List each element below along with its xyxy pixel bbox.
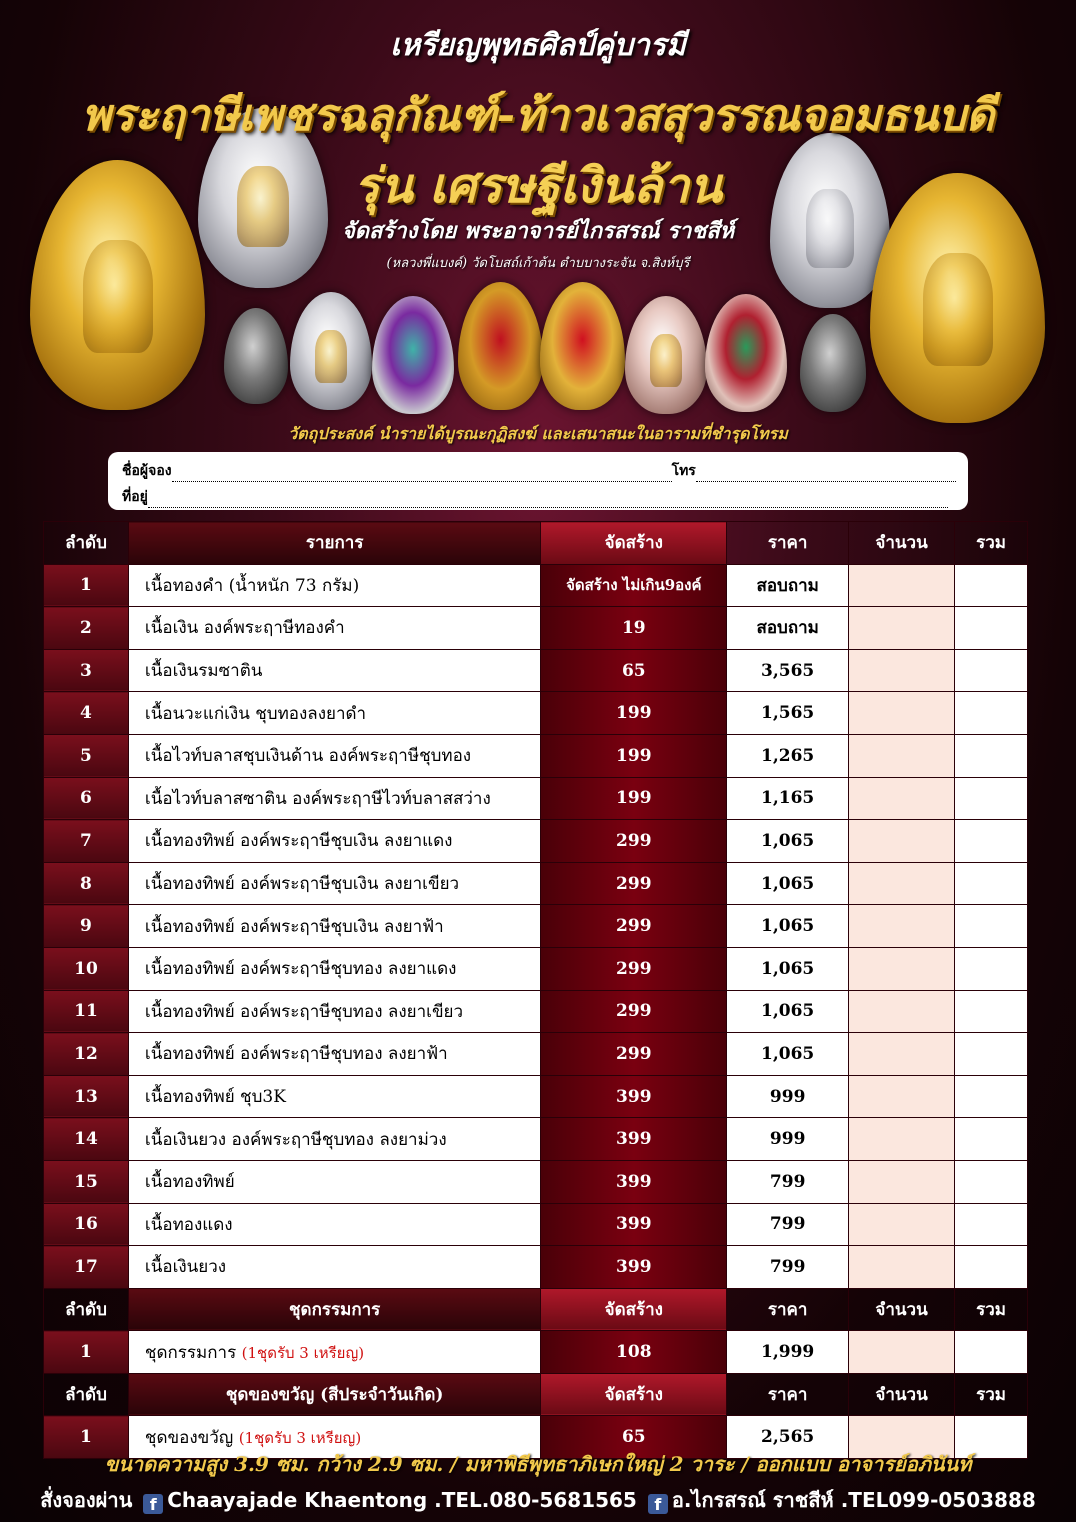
row-number: 13 [44, 1075, 129, 1118]
row-total-input[interactable] [955, 1331, 1028, 1374]
row-price: 1,065 [727, 990, 849, 1033]
price-table [43, 521, 1028, 1459]
row-price: 799 [727, 1246, 849, 1289]
order-prefix: สั่งจองผ่าน [40, 1488, 133, 1512]
header-made: จัดสร้าง [541, 1373, 727, 1416]
row-made: 19 [541, 607, 727, 650]
header-no: ลำดับ [44, 1288, 129, 1331]
row-made: 65 [541, 1416, 727, 1459]
row-total-input[interactable] [955, 777, 1028, 820]
row-made: 199 [541, 734, 727, 777]
table-subheader-row [44, 1373, 1028, 1416]
row-item: เนื้อไวท์บลาสซาติน องค์พระฤาษีไวท์บลาสสว่าง [128, 777, 540, 820]
contact-1[interactable]: Chaayajade Khaentong .TEL.080-5681565 [167, 1488, 637, 1512]
header-total: รวม [955, 522, 1028, 565]
header-qty: จำนวน [849, 1288, 955, 1331]
table-row [44, 777, 1028, 820]
row-price: 2,565 [727, 1416, 849, 1459]
row-total-input[interactable] [955, 1246, 1028, 1289]
row-price: 1,065 [727, 862, 849, 905]
row-price: สอบถาม [727, 564, 849, 607]
row-price: 1,265 [727, 734, 849, 777]
row-qty-input[interactable] [849, 1075, 955, 1118]
row-number: 2 [44, 607, 129, 650]
table-row [44, 1203, 1028, 1246]
row-number: 10 [44, 947, 129, 990]
row-number: 3 [44, 649, 129, 692]
amulet-small-4 [540, 282, 625, 410]
row-made: 65 [541, 649, 727, 692]
row-total-input[interactable] [955, 947, 1028, 990]
row-qty-input[interactable] [849, 820, 955, 863]
table-row [44, 607, 1028, 650]
subtitle-top: เหรียญพุทธศิลป์คู่บารมี [390, 28, 686, 63]
row-total-input[interactable] [955, 649, 1028, 692]
facebook-icon[interactable]: f [648, 1494, 668, 1514]
row-price: 1,065 [727, 947, 849, 990]
row-made: 399 [541, 1203, 727, 1246]
creator-line: จัดสร้างโดย พระอาจารย์ไกรสรณ์ ราชสีห์ [341, 218, 735, 244]
row-item: เนื้อทองทิพย์ องค์พระฤาษีชุบเงิน ลงยาแดง [128, 820, 540, 863]
header-total: รวม [955, 1288, 1028, 1331]
row-price: 1,065 [727, 1033, 849, 1076]
name-label: ชื่อผู้จอง [122, 463, 172, 479]
row-price: 1,999 [727, 1331, 849, 1374]
poster-header [0, 0, 1076, 520]
row-item: เนื้อทองทิพย์ องค์พระฤาษีชุบทอง ลงยาฟ้า [128, 1033, 540, 1076]
row-item: เนื้อทองแดง [128, 1203, 540, 1246]
row-made: 299 [541, 990, 727, 1033]
table-row [44, 1246, 1028, 1289]
table-row [44, 564, 1028, 607]
row-item: เนื้อทองคำ (น้ำหนัก 73 กรัม) [128, 564, 540, 607]
table-subheader-row [44, 1288, 1028, 1331]
header-price: ราคา [727, 1373, 849, 1416]
row-item: เนื้อทองทิพย์ ชุบ3K [128, 1075, 540, 1118]
row-made: 399 [541, 1246, 727, 1289]
row-total-input[interactable] [955, 862, 1028, 905]
row-item: เนื้อไวท์บลาสชุบเงินด้าน องค์พระฤาษีชุบทอง [128, 734, 540, 777]
row-qty-input[interactable] [849, 777, 955, 820]
row-made: 399 [541, 1160, 727, 1203]
row-item: เนื้อทองทิพย์ องค์พระฤาษีชุบเงิน ลงยาเขียว [128, 862, 540, 905]
amulet-small-5 [625, 296, 707, 414]
row-price: สอบถาม [727, 607, 849, 650]
table-row [44, 862, 1028, 905]
row-made: 299 [541, 820, 727, 863]
row-number: 4 [44, 692, 129, 735]
row-made: 399 [541, 1075, 727, 1118]
row-number: 1 [44, 1331, 129, 1374]
row-number: 1 [44, 564, 129, 607]
row-total-input[interactable] [955, 905, 1028, 948]
contact-2[interactable]: อ.ไกรสรณ์ ราชสีห์ .TEL099-0503888 [671, 1488, 1036, 1512]
row-item: เนื้อทองทิพย์ องค์พระฤาษีชุบทอง ลงยาเขียว [128, 990, 540, 1033]
table-row [44, 1160, 1028, 1203]
row-qty-input[interactable] [849, 990, 955, 1033]
row-made: 199 [541, 692, 727, 735]
row-made: 299 [541, 905, 727, 948]
header-total: รวม [955, 1373, 1028, 1416]
row-number: 11 [44, 990, 129, 1033]
amulet-small-dark-left [224, 308, 288, 404]
row-number: 5 [44, 734, 129, 777]
row-total-input[interactable] [955, 1033, 1028, 1076]
row-number: 9 [44, 905, 129, 948]
row-total-input[interactable] [955, 1160, 1028, 1203]
row-made: 299 [541, 862, 727, 905]
row-item [128, 1331, 540, 1374]
header-item: ชุดของขวัญ (สีประจำวันเกิด) [128, 1373, 540, 1416]
row-qty-input[interactable] [849, 1033, 955, 1076]
table-row [44, 692, 1028, 735]
row-total-input[interactable] [955, 1075, 1028, 1118]
row-price: 1,165 [727, 777, 849, 820]
row-item-label: ชุดกรรมการ [144, 1342, 237, 1363]
phone-label: โทร [671, 463, 696, 479]
row-price: 1,065 [727, 905, 849, 948]
row-item: เนื้อเงิน องค์พระฤาษีทองคำ [128, 607, 540, 650]
row-number: 16 [44, 1203, 129, 1246]
table-row [44, 990, 1028, 1033]
table-row [44, 1118, 1028, 1161]
row-price: 999 [727, 1118, 849, 1161]
row-qty-input[interactable] [849, 607, 955, 650]
row-total-input[interactable] [955, 692, 1028, 735]
row-price: 799 [727, 1203, 849, 1246]
row-number: 14 [44, 1118, 129, 1161]
row-qty-input[interactable] [849, 692, 955, 735]
row-total-input[interactable] [955, 1118, 1028, 1161]
order-form [108, 452, 968, 510]
row-price: 999 [727, 1075, 849, 1118]
row-made: จัดสร้าง ไม่เกิน9องค์ [541, 564, 727, 607]
row-number: 17 [44, 1246, 129, 1289]
row-made: 199 [541, 777, 727, 820]
row-item-note: (1ชุดรับ 3 เหรียญ) [238, 1428, 362, 1447]
row-price: 799 [727, 1160, 849, 1203]
row-item: เนื้อเงินยวง [128, 1246, 540, 1289]
row-qty-input[interactable] [849, 1331, 955, 1374]
row-item: เนื้อนวะแก่เงิน ชุบทองลงยาดำ [128, 692, 540, 735]
header-item: ชุดกรรมการ [128, 1288, 540, 1331]
row-item: เนื้อทองทิพย์ องค์พระฤาษีชุบทอง ลงยาแดง [128, 947, 540, 990]
table-row [44, 1075, 1028, 1118]
row-price: 1,565 [727, 692, 849, 735]
row-qty-input[interactable] [849, 862, 955, 905]
specs-line: ขนาดความสูง 3.9 ซม. กว้าง 2.9 ซม. / มหาพิธีพุทธาภิเษกใหญ่ 2 วาระ / ออกแบบ อาจารย์อภินันท์ [104, 1452, 972, 1476]
row-total-input[interactable] [955, 734, 1028, 777]
row-qty-input[interactable] [849, 1246, 955, 1289]
row-number: 7 [44, 820, 129, 863]
header-made: จัดสร้าง [541, 522, 727, 565]
main-title: พระฤาษีเพชรฉลุกัณฑ์-ท้าวเวสสุวรรณจอมธนบดี [81, 90, 995, 141]
header-price: ราคา [727, 1288, 849, 1331]
address-label: ที่อยู่ [122, 489, 148, 505]
row-item: เนื้อทองทิพย์ องค์พระฤาษีชุบเงิน ลงยาฟ้า [128, 905, 540, 948]
row-item: เนื้อทองทิพย์ [128, 1160, 540, 1203]
row-item: เนื้อเงินยวง องค์พระฤาษีชุบทอง ลงยาม่วง [128, 1118, 540, 1161]
table-header-row [44, 522, 1028, 565]
address-field[interactable] [148, 495, 948, 508]
row-qty-input[interactable] [849, 649, 955, 692]
row-number: 6 [44, 777, 129, 820]
table-row [44, 947, 1028, 990]
purpose-line: วัตถุประสงค์ นำรายได้บูรณะกุฏิสงฆ์ และเสนาสนะในอารามที่ชำรุดโทรม [288, 424, 788, 443]
amulet-small-6 [705, 294, 787, 412]
row-price: 3,565 [727, 649, 849, 692]
amulet-small-1 [290, 292, 372, 410]
row-qty-input[interactable] [849, 905, 955, 948]
table-row [44, 820, 1028, 863]
row-item: เนื้อเงินรมซาติน [128, 649, 540, 692]
amulet-small-3 [458, 282, 543, 410]
facebook-icon[interactable]: f [143, 1494, 163, 1514]
row-made: 299 [541, 1033, 727, 1076]
temple-line: (หลวงพี่แบงค์) วัดโบสถ์เก้าต้น ตำบบางระจัน จ.สิงห์บุรี [386, 256, 690, 271]
header-made: จัดสร้าง [541, 1288, 727, 1331]
row-item-label: ชุดของขวัญ [144, 1427, 234, 1448]
amulet-small-dark-right [800, 314, 866, 412]
row-qty-input[interactable] [849, 947, 955, 990]
table-row [44, 649, 1028, 692]
row-made: 108 [541, 1331, 727, 1374]
row-made: 299 [541, 947, 727, 990]
name-field[interactable] [172, 469, 672, 482]
table-row [44, 1033, 1028, 1076]
edition-title: รุ่น เศรษฐีเงินล้าน [354, 158, 722, 214]
order-contact-line [0, 1484, 1076, 1516]
header-item: รายการ [128, 522, 540, 565]
table-row [44, 734, 1028, 777]
row-number: 1 [44, 1416, 129, 1459]
row-qty-input[interactable] [849, 564, 955, 607]
header-no: ลำดับ [44, 1373, 129, 1416]
row-total-input[interactable] [955, 820, 1028, 863]
header-no: ลำดับ [44, 522, 129, 565]
row-total-input[interactable] [955, 564, 1028, 607]
row-qty-input[interactable] [849, 1118, 955, 1161]
row-number: 15 [44, 1160, 129, 1203]
row-qty-input[interactable] [849, 1160, 955, 1203]
header-qty: จำนวน [849, 522, 955, 565]
row-qty-input[interactable] [849, 734, 955, 777]
table-row [44, 1331, 1028, 1374]
phone-field[interactable] [696, 469, 956, 482]
row-total-input[interactable] [955, 607, 1028, 650]
header-qty: จำนวน [849, 1373, 955, 1416]
header-price: ราคา [727, 522, 849, 565]
row-made: 399 [541, 1118, 727, 1161]
row-price: 1,065 [727, 820, 849, 863]
row-total-input[interactable] [955, 1203, 1028, 1246]
row-item-note: (1ชุดรับ 3 เหรียญ) [241, 1343, 365, 1362]
row-number: 12 [44, 1033, 129, 1076]
table-row [44, 905, 1028, 948]
amulet-small-2 [372, 296, 454, 414]
row-qty-input[interactable] [849, 1203, 955, 1246]
row-number: 8 [44, 862, 129, 905]
row-total-input[interactable] [955, 990, 1028, 1033]
